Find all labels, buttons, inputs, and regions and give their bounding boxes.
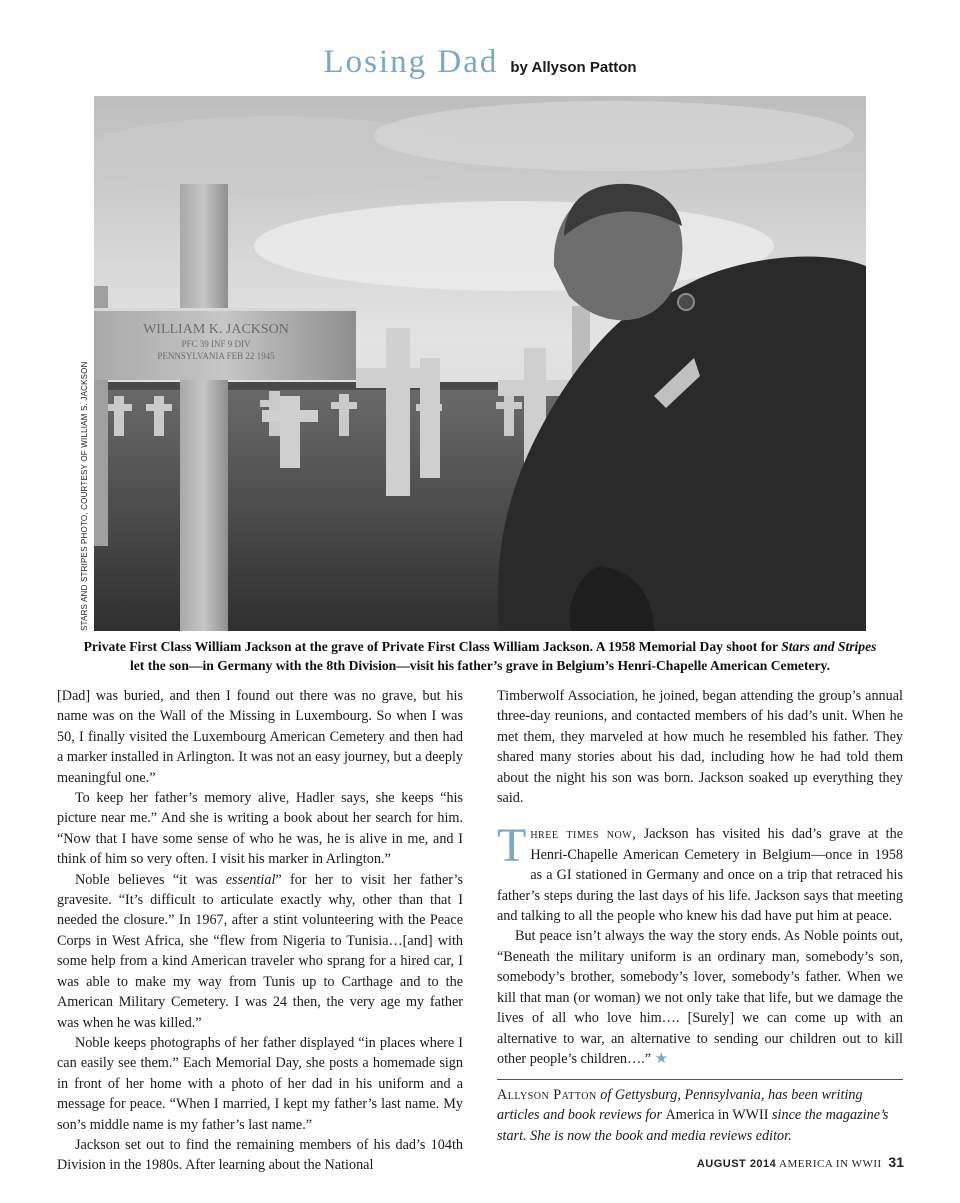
body-paragraph: Noble believes “it was essential” for her to visit her father’s gravesite. “It’s difficult to articulate exactly why, other than that I needed the closure.” In 1967, after a stint volunteering with the Peace Corps in West Africa, she “flew from Nigeria to Tunisia…[and] with some help from a kind American traveler who sprang for a hired car, I was able to make my way from Tunis up to Carthage and to the American Military Cemetery. I was 24 then, the very age my father was when he was killed.” — [57, 871, 463, 1031]
page-footer — [697, 1154, 904, 1170]
drop-cap: T — [497, 819, 527, 873]
photo-caption: Private First Class William Jackson at the grave of Private First Class William Jackson. A 1958 Memorial Day shoot for Stars and Stripes let the son—in Germany with the 8th Division—visit his father’s grave in Belgium’s Henri-Chapelle American Cemetery. — [83, 639, 877, 673]
body-paragraph: To keep her father’s memory alive, Hadler says, she keeps “his picture near me.” And she is writing a book about her search for him. “Now that I have some sense of who he was, he is alive in me, and I think of him so very often. I visit his marker in Arlington.” — [57, 790, 463, 868]
right-column — [497, 686, 903, 1069]
body-paragraph: Jackson set out to find the remaining members of his dad’s 104th Division in the 1980s. After learning about the National — [57, 1136, 463, 1174]
body-paragraph: [Dad] was buried, and then I found out there was no grave, but his name was on the Wall of the Missing in Luxembourg. So when I was 50, I finally visited the Luxembourg American Cemetery and then had a marker installed in Arlington. It was not an easy journey, but a deeply meaningful one.” — [57, 688, 463, 786]
left-column — [57, 686, 463, 1176]
body-paragraph: But peace isn’t always the way the story ends. As Noble points out, “Beneath the military uniform is an ordinary man, somebody’s son, somebody’s brother, somebody’s lover, somebody’s father. When we kill that man (or woman) we not only take that life, but we damage the lives of all who love him…. [Surely] we can come up with an alternative to war, an alternative to sending our children out to kill other people’s children….” ★ — [497, 928, 903, 1067]
end-star-icon: ★ — [654, 1050, 669, 1067]
author-bio: Allyson Patton of Gettysburg, Pennsylvania, has been writing articles and book reviews for America in WWII since the magazine’s start. She is now the book and media reviews editor. — [497, 1087, 889, 1144]
cross-inscription-unit: PFC 39 INF 9 DIV — [181, 339, 251, 349]
article-photo — [94, 96, 866, 631]
bio-divider — [497, 1079, 903, 1080]
body-paragraph: Noble keeps photographs of her father displayed “in places where I can easily see them.” Each Memorial Day, she posts a homemade sign in front of her home with a photo of her dad in his uniform and a message for peace. “When I married, I kept my father’s last name. My son’s middle name is my father’s last name.” — [57, 1034, 463, 1133]
article-title: Losing Dad — [323, 44, 499, 80]
photo-credit: STARS AND STRIPES PHOTO, COURTESY OF WILLIAM S. JACKSON — [80, 361, 89, 631]
cross-inscription-date: PENNSYLVANIA FEB 22 1945 — [157, 351, 275, 361]
article-header — [0, 44, 960, 81]
byline: by Allyson Patton — [510, 59, 637, 76]
cross-inscription-name: WILLIAM K. JACKSON — [143, 322, 289, 337]
cemetery-photo-illustration — [94, 96, 866, 631]
page-number: 31 — [888, 1154, 904, 1170]
magazine-name: AMERICA IN WWII — [779, 1158, 882, 1170]
body-paragraph-dropcap: Three times now, Jackson has visited his dad’s grave at the Henri-Chapelle American Cemetery in Belgium—once in 1958 as a GI stationed in Germany and once on a trip that retraced his father’s steps during the last days of his life. Jackson says that meeting and talking to all the people who knew his dad have put him at peace. — [497, 819, 903, 925]
issue-date: AUGUST 2014 — [696, 1158, 777, 1170]
body-paragraph: Timberwolf Association, he joined, began attending the group’s annual three-day reunions, and contacted members of his dad’s unit. When he met them, they marveled at how much he resembled his father. They shared many stories about his dad, including how he had told them about the night his son was born. Jackson soaked up everything they said. — [497, 688, 903, 807]
